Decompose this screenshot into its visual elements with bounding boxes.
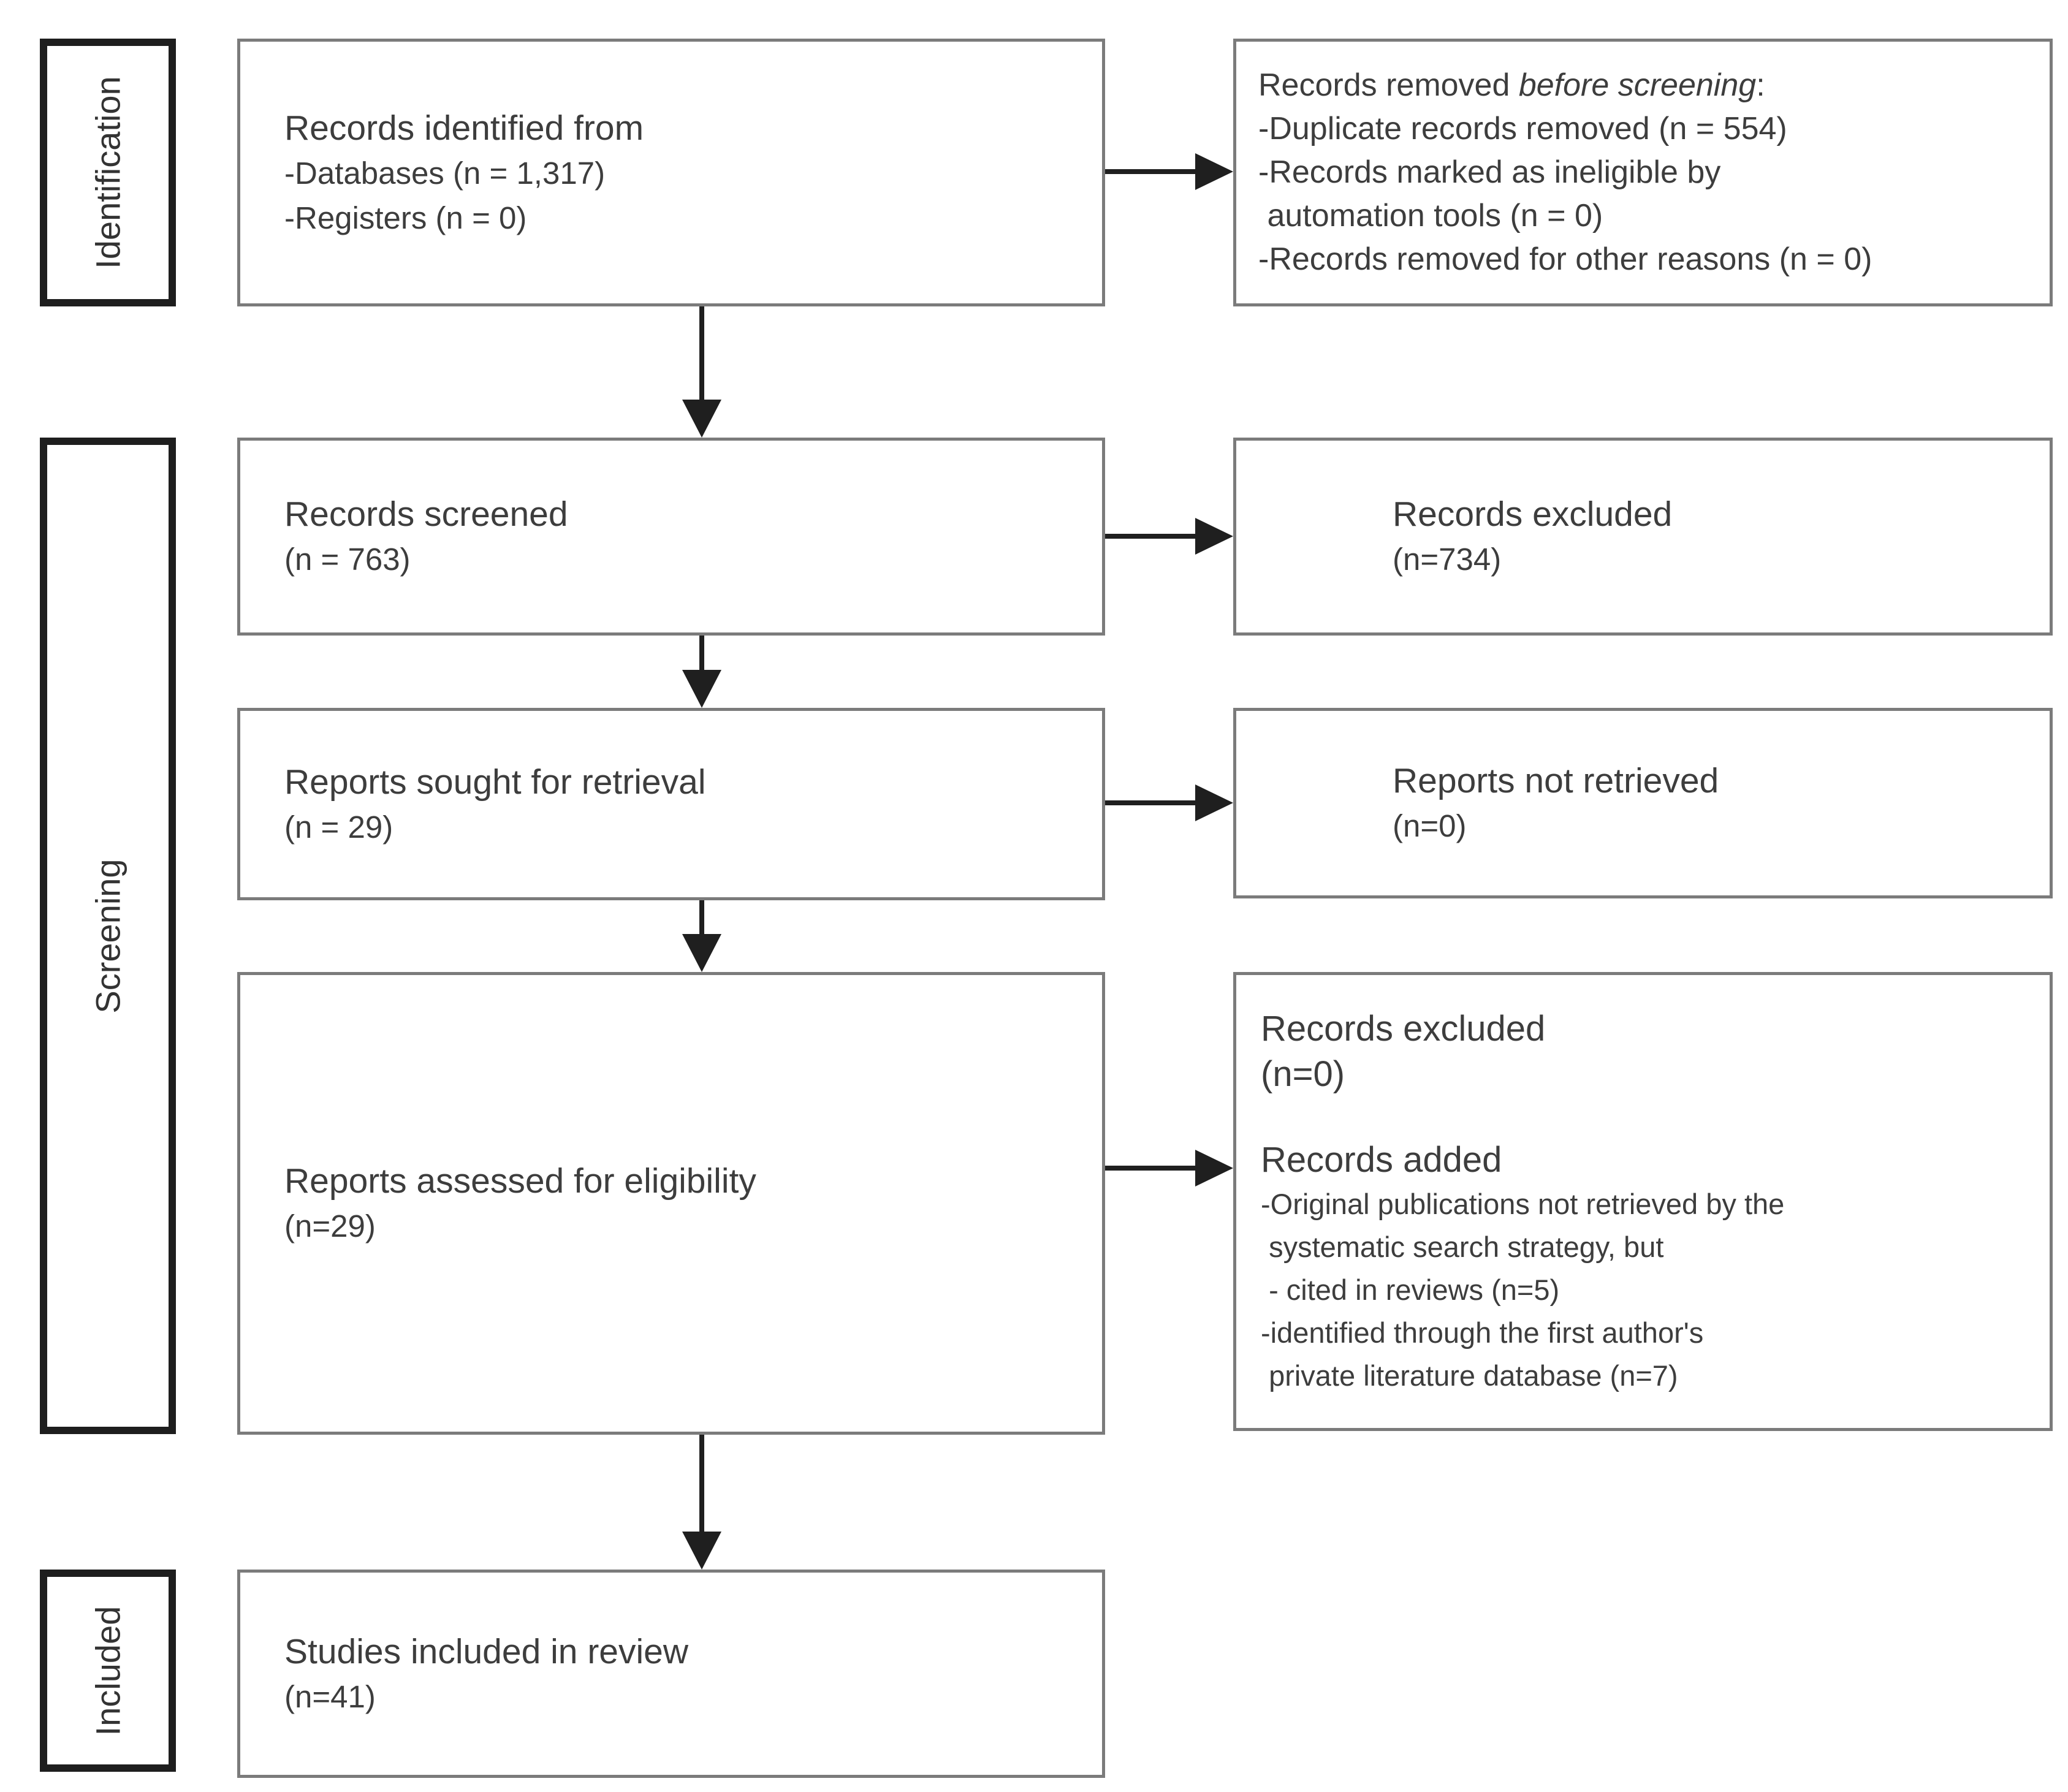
arrow-head (682, 670, 721, 708)
arrow-head (1195, 1150, 1233, 1186)
box-heading: Reports sought for retrieval (284, 762, 706, 802)
box-item: - cited in reviews (n=5) (1261, 1273, 1560, 1306)
arrow-screened-to-excluded-icon (1105, 518, 1233, 555)
arrow-shaft (699, 636, 704, 670)
box-item: systematic search strategy, but (1261, 1230, 1664, 1263)
box-records-removed (1233, 39, 2053, 306)
arrow-identified-to-screened-icon (682, 306, 721, 438)
box-item: private literature database (n=7) (1261, 1359, 1678, 1392)
arrow-head (1195, 518, 1233, 555)
box-heading: Records excluded (1261, 1008, 1546, 1049)
box-item: -Records removed for other reasons (n = 0) (1258, 241, 1872, 277)
box-item: -Records marked as ineligible by (1258, 154, 1721, 190)
arrow-shaft (699, 900, 704, 934)
arrow-sought-to-assessed-icon (682, 900, 721, 972)
box-count: (n=734) (1393, 542, 1502, 577)
box-records-excluded (1233, 438, 2053, 636)
box-excluded-and-added (1233, 972, 2053, 1431)
arrow-shaft (1105, 1166, 1195, 1171)
box-item: -Original publications not retrieved by the (1261, 1187, 1785, 1220)
box-heading: Reports assessed for eligibility (284, 1161, 756, 1201)
stage-box-included (40, 1570, 176, 1772)
box-count: (n = 29) (284, 809, 393, 845)
box-records-screened (237, 438, 1105, 636)
box-heading: Records screened (284, 495, 568, 534)
arrow-assessed-to-included-icon (682, 1435, 721, 1570)
arrow-head (682, 400, 721, 438)
box-studies-included (237, 1570, 1105, 1778)
box-heading (1258, 64, 2035, 107)
box-item: -identified through the first author's (1261, 1316, 1704, 1349)
box-item: automation tools (n = 0) (1258, 198, 1603, 233)
box-records-identified (237, 39, 1105, 306)
spacer (1261, 1097, 2035, 1137)
box-heading: Studies included in review (284, 1631, 689, 1671)
box-reports-assessed (237, 972, 1105, 1435)
box-item: -Registers (n = 0) (284, 200, 527, 235)
stage-label-screening: Screening (88, 858, 127, 1014)
box-count: (n = 763) (284, 542, 411, 577)
arrow-assessed-to-excluded-added-icon (1105, 1150, 1233, 1186)
arrow-shaft (1105, 169, 1195, 174)
box-count: (n=29) (284, 1209, 376, 1243)
arrow-shaft (1105, 800, 1195, 805)
stage-label-identification: Identification (88, 76, 127, 269)
box-heading: Records identified from (284, 108, 644, 148)
heading-prefix: Records removed (1258, 67, 1519, 103)
arrow-shaft (699, 1435, 704, 1532)
box-heading: Reports not retrieved (1393, 761, 1719, 800)
stage-box-identification (40, 39, 176, 306)
box-count: (n=0) (1393, 808, 1467, 843)
box-item: -Databases (n = 1,317) (284, 155, 606, 191)
arrow-head (1195, 153, 1233, 190)
arrow-shaft (699, 306, 704, 400)
arrow-head (682, 934, 721, 972)
arrow-screened-to-sought-icon (682, 636, 721, 708)
arrow-identified-to-removed-icon (1105, 153, 1233, 190)
box-heading: Records excluded (1393, 495, 1673, 534)
box-item: -Duplicate records removed (n = 554) (1258, 111, 1787, 146)
box-count: (n=0) (1261, 1054, 1345, 1094)
heading-suffix: : (1756, 67, 1765, 103)
box-heading: Records added (1261, 1139, 1502, 1180)
stage-box-screening (40, 438, 176, 1434)
arrow-shaft (1105, 534, 1195, 539)
arrow-head (1195, 784, 1233, 821)
box-reports-sought (237, 708, 1105, 900)
arrow-sought-to-not-retrieved-icon (1105, 784, 1233, 821)
heading-italic: before screening (1518, 67, 1757, 103)
stage-label-included: Included (88, 1606, 127, 1736)
box-count: (n=41) (284, 1679, 376, 1714)
box-reports-not-retrieved (1233, 708, 2053, 898)
arrow-head (682, 1532, 721, 1570)
